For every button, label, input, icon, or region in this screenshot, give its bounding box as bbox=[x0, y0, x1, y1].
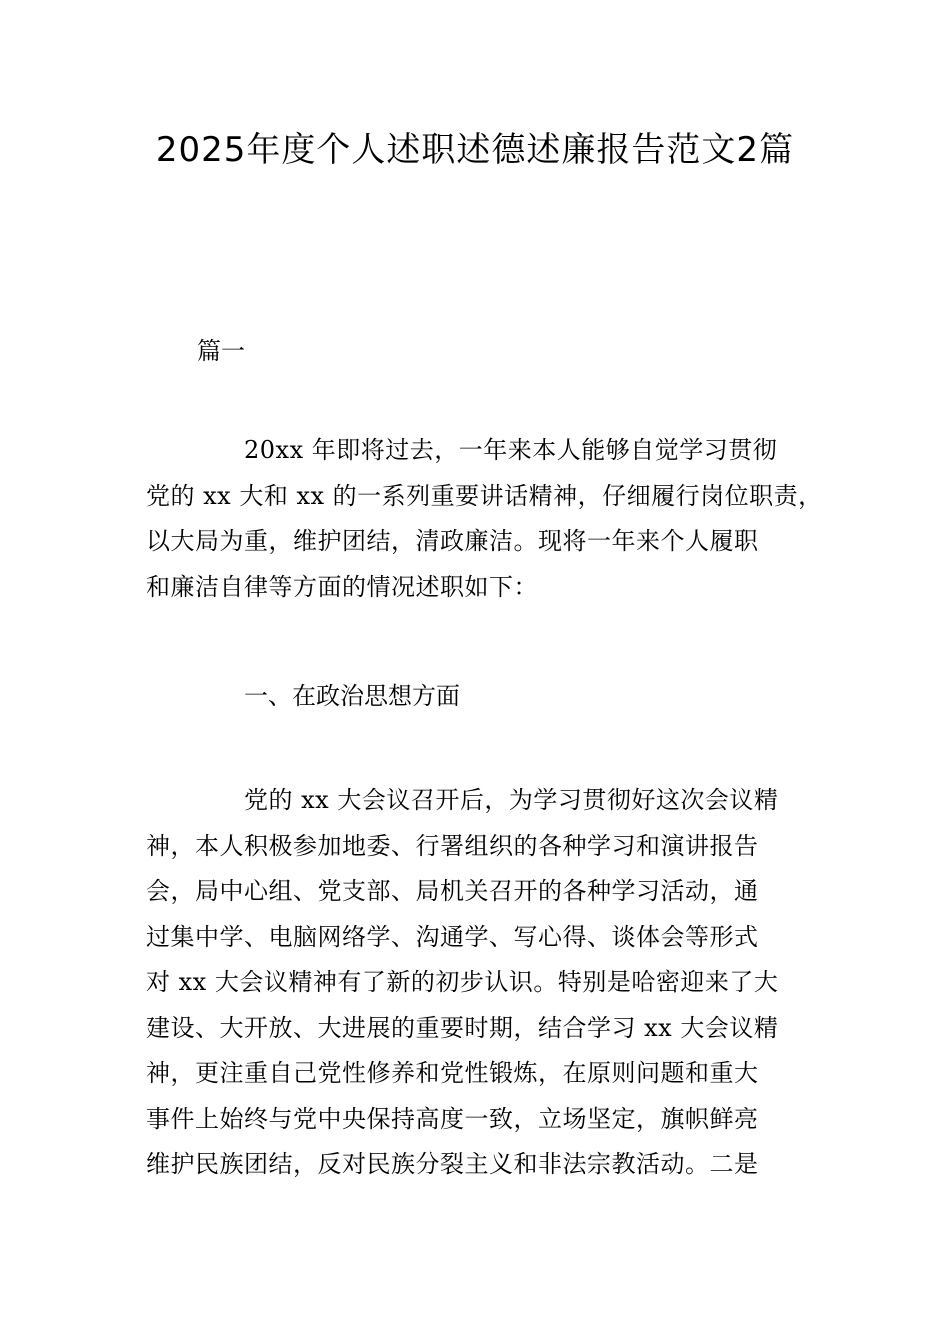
paragraph-line: 以大局为重，维护团结，清政廉洁。现将一年来个人履职 bbox=[146, 527, 759, 555]
section-label: 篇一 bbox=[197, 337, 245, 365]
paragraph-intro bbox=[146, 428, 823, 610]
paragraph-line: 神，本人积极参加地委、行署组织的各种学习和演讲报告 bbox=[146, 831, 759, 860]
paragraph-line: 过集中学、电脑网络学、沟通学、写心得、谈体会等形式 bbox=[146, 922, 759, 951]
paragraph-line: 20xx 年即将过去，一年来本人能够自觉学习贯彻 bbox=[244, 436, 778, 464]
paragraph-line: 党的 xx 大和 xx 的一系列重要讲话精神，仔细履行岗位职责， bbox=[146, 481, 823, 510]
paragraph-line: 事件上始终与党中央保持高度一致，立场坚定，旗帜鲜亮 bbox=[146, 1104, 759, 1133]
paragraph-line: 神，更注重自己党性修养和党性锻炼，在原则问题和重大 bbox=[146, 1059, 759, 1087]
paragraph-political-thought bbox=[146, 778, 814, 1188]
paragraph-line: 和廉洁自律等方面的情况述职如下： bbox=[146, 572, 538, 601]
paragraph-line: 会，局中心组、党支部、局机关召开的各种学习活动，通 bbox=[146, 877, 759, 905]
paragraph-line: 维护民族团结，反对民族分裂主义和非法宗教活动。二是 bbox=[146, 1150, 759, 1178]
paragraph-line: 对 xx 大会议精神有了新的初步认识。特别是哈密迎来了大 bbox=[146, 968, 779, 996]
paragraph-line: 建设、大开放、大进展的重要时期，结合学习 xx 大会议精 bbox=[146, 1013, 779, 1042]
paragraph-line: 党的 xx 大会议召开后，为学习贯彻好这次会议精 bbox=[244, 786, 779, 814]
document-title: 2025年度个人述职述德述廉报告范文2篇 bbox=[155, 130, 795, 170]
section-heading: 一、在政治思想方面 bbox=[244, 682, 460, 710]
